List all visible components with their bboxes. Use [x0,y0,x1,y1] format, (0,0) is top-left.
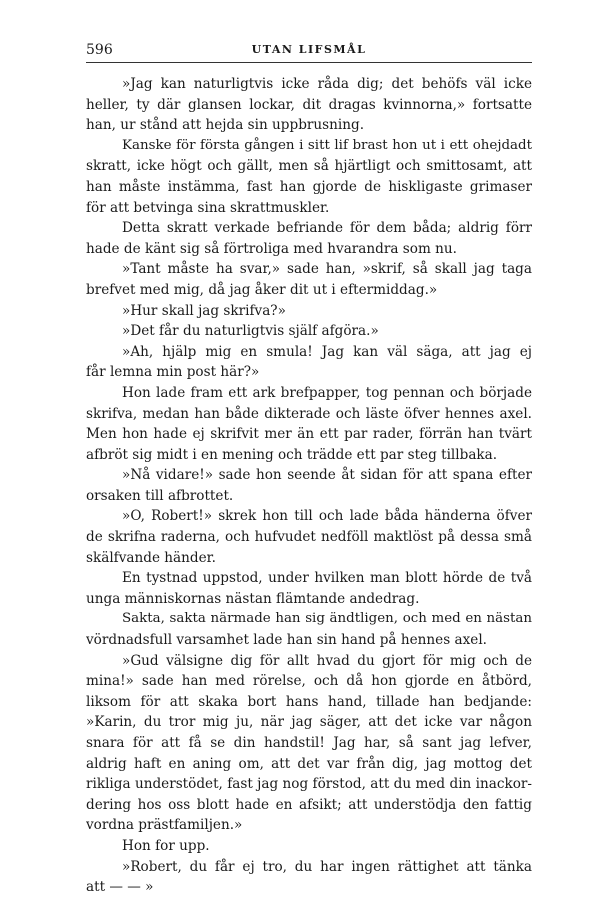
text-line: »Robert, du får ej tro, du har ingen rättighet att tänka [122,858,532,875]
text-line: skrifva, medan han både dikterade och läste öfver hennes axel. [86,405,532,422]
text-line: »Ah, hjälp mig en smula! Jag kan väl säga, att jag ej [122,343,532,360]
text-line: får lemna min post här?» [86,364,260,381]
text-line: snara för att få se din handstil! Jag har, så sant jag lefver, [86,735,532,751]
text-line: aldrig haft en aning om, att det var från dig, jag mottog det [86,755,532,772]
text-line: »O, Robert!» skrek hon till och lade båda händerna öfver [122,508,532,525]
running-title: UTAN LIFSMÅL [251,43,367,56]
text-line: »Nå vidare!» sade hon seende åt sidan för att spana efter [122,467,532,484]
text-line: skratt, icke högt och gällt, men så hjärtligt och smittosamt, att [86,158,532,175]
text-line: orsaken till afbrottet. [86,487,234,504]
text-line: En tystnad uppstod, under hvilken man blott hörde de två [122,570,532,587]
text-line: brefvet med mig, då jag åker dit ut i eftermiddag.» [86,281,438,298]
text-line: »Karin, du tror mig ju, när jag säger, att det icke var någon [86,714,532,731]
text-line: »Gud välsigne dig för allt hvad du gjort för mig och de [122,652,532,669]
text-line: Kanske för första gången i sitt lif brast hon ut i ett ohejdadt [122,137,532,153]
body-text [86,74,532,898]
text-line: mina!» sade han med rörelse, och då hon gjorde en åtbörd, [86,673,532,690]
text-line: »Jag kan naturligtvis icke råda dig; det behöfs väl icke [122,76,532,92]
text-line: Men hon hade ej skrifvit mer än ett par rader, förrän han tvärt [86,426,532,443]
text-line: de skrifna raderna, och hufvudet nedföll maktlöst på dessa små [86,529,532,546]
text-line: liksom för att skaka bort hans hand, tillade han bedjande: [86,693,532,710]
text-line: heller, ty där glansen lockar, dit dragas kvinnorna,» fortsatte [86,96,532,113]
text-line: hade de känt sig så förtroliga med hvarandra som nu. [86,240,457,257]
text-line: »Hur skall jag skrifva?» [122,302,286,319]
text-line: Sakta, sakta närmade han sig ändtligen, och med en nästan [122,611,532,627]
header-rule [86,62,532,63]
page-number: 596 [86,42,113,58]
text-line: att — — » [86,879,154,896]
text-line: dering hos oss blott hade en afsikt; att understödja den fattig [86,796,532,813]
text-line: »Tant måste ha svar,» sade han, »skrif, så skall jag taga [122,261,532,278]
text-line: »Det får du naturligtvis själf afgöra.» [122,323,379,340]
text-line: Detta skratt verkade befriande för dem båda; aldrig förr [122,220,532,237]
text-line: Hon lade fram ett ark brefpapper, tog pennan och började [122,384,532,401]
text-line: rikliga understödet, fast jag nog förstod, att du med din inackor- [86,776,532,793]
text-line: han måste instämma, fast han gjorde de hiskligaste grimaser [86,178,532,195]
text-line: vordna prästfamiljen.» [86,817,243,834]
text-line: för att betvinga sina skrattmuskler. [86,199,330,216]
text-line: Hon for upp. [122,837,210,854]
text-line: vördnadsfull varsamhet lade han sin hand på hennes axel. [86,632,487,649]
text-line: han, ur stånd att hejda sin uppbrusning. [86,117,365,134]
text-line: unga människornas nästan flämtande andedrag. [86,590,420,607]
text-line: skälfvande händer. [86,549,216,566]
text-line: afbröt sig midt i en mening och trädde ett par steg tillbaka. [86,446,498,463]
